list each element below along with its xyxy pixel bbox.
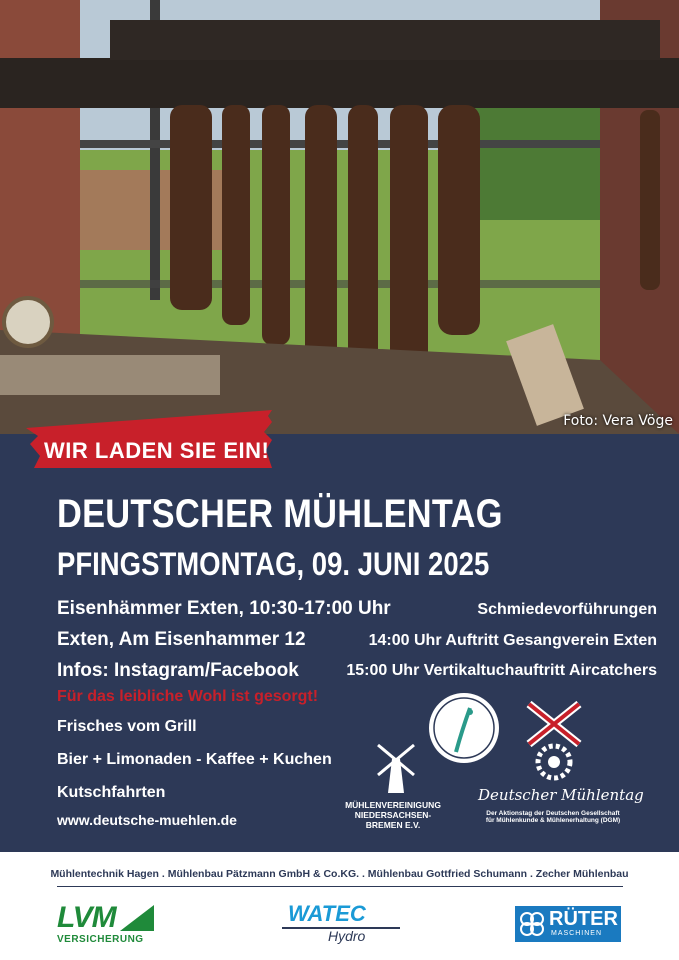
lvm-mark-icon — [120, 905, 154, 931]
offer-item: Frisches vom Grill — [57, 718, 197, 735]
lvm-sub: VERSICHERUNG — [57, 934, 144, 945]
event-date: PFINGSTMONTAG, 09. JUNI 2025 — [57, 546, 490, 582]
sponsor-list: Mühlentechnik Hagen . Mühlenbau Pätzmann GmbH & Co.KG. . Mühlenbau Gottfried Schumann . Zecher Mühlenbau — [50, 868, 629, 880]
ruter-sub: MASCHINEN — [551, 930, 603, 937]
vereinigung-logo-text: MÜHLENVEREINIGUNG NIEDERSACHSEN-BREMEN E.V. — [345, 800, 441, 830]
footer-divider — [57, 886, 623, 887]
program-item: Schmiedevorführungen — [477, 601, 657, 618]
invite-banner-text: WIR LADEN SIE EIN! — [44, 438, 270, 463]
aircatchers-logo — [426, 690, 502, 766]
photo-credit: Foto: Vera Vöge — [563, 413, 673, 429]
event-address: Exten, Am Eisenhammer 12 — [57, 629, 306, 650]
offer-item: Bier + Limonaden - Kaffee + Kuchen — [57, 751, 332, 768]
ruter-logo-box — [515, 906, 621, 942]
food-heading: Für das leibliche Wohl ist gesorgt! — [57, 688, 319, 705]
offer-item: Kutschfahrten — [57, 784, 166, 801]
event-title: DEUTSCHER MÜHLENTAG — [57, 492, 503, 536]
hammers-illustration — [0, 0, 679, 434]
hero-photo — [0, 0, 679, 434]
event-location-time: Eisenhämmer Exten, 10:30-17:00 Uhr — [57, 598, 391, 619]
watec-logo: WATEC — [288, 901, 366, 926]
ruter-main: RÜTER — [549, 908, 618, 930]
program-item: 15:00 Uhr Vertikaltuchauftritt Aircatchers — [346, 662, 657, 679]
windmill-icon — [372, 735, 420, 795]
muehlentag-windmill-icon — [525, 700, 583, 782]
dgm-text: Der Aktionstag der Deutschen Gesellschaft für Mühlenkunde & Mühlenerhaltung (DGM) — [485, 810, 621, 824]
event-infos: Infos: Instagram/Facebook — [57, 660, 299, 681]
website-link[interactable]: www.deutsche-muehlen.de — [57, 812, 237, 828]
muehlentag-script: Deutscher Mühlentag — [478, 786, 644, 804]
lvm-logo: LVM — [57, 901, 116, 934]
ruter-mark-icon — [519, 911, 545, 937]
program-item: 14:00 Uhr Auftritt Gesangverein Exten — [368, 632, 657, 649]
watec-sub: Hydro — [328, 928, 366, 944]
